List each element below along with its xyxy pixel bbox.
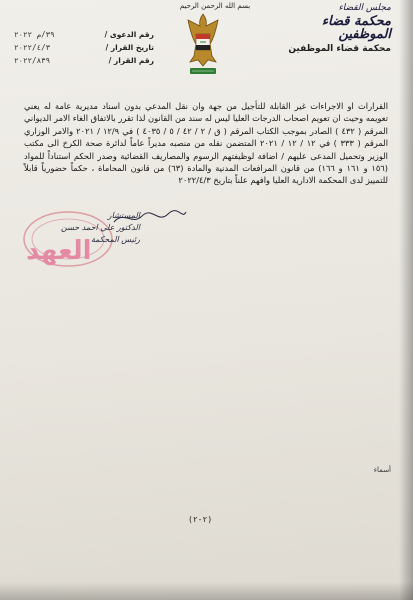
council-line1: مجلس القضاء xyxy=(338,3,391,13)
case-number-label: رقم الدعوى / xyxy=(104,30,154,39)
case-number-row xyxy=(14,30,154,42)
decision-number-row xyxy=(14,56,154,68)
decision-date-row xyxy=(14,43,154,55)
judgment-paragraph: القرارات او الاجراءات غير القابلة للتأجيل من جهة وان نقل المدعي بدون اسناد مديرية عامة له يعني تعويمه وحيث ان تعويم اصحاب الدرجات العليا ليس له سند من القانون لذا تقرر بالاتفاق الغاء الامر الديواني المرقم ( ٤٣٢ ) الصادر بموجب الكتاب المرقم ( ق / ٢ / ٤٢ / ٥ / ٤٠٣٥ ) في ١٢/٩ / ٢٠٢١ والامر الوزاري المرقم ( ٣٣٣ ) في ١٢ / ١٢ / ٢٠٢١ المتضمن نقله من منصبه مديراً عاماً لدائرة صحة الكرخ الى مكتب الوزير وتحميل المدعى عليهم / اضافة لوظيفتهم الرسوم والمصاريف القضائية وصدر الحكم استناداً للمواد (١٥٦ و ١٦١ و ١٦٦) من قانون المرافعات المدنية والمادة (٦٣) من قانون المحاماة ، حكماً حضورياً قابلاً للتمييز لدى المحكمة الادارية العليا وافهم علناً بتاريخ ٢٠٢٢/٤/٣ xyxy=(24,101,389,186)
case-number-value: ٣٩/م ٢٠٢٢ xyxy=(14,30,55,39)
decision-date-label: تاريخ القرار / xyxy=(105,43,154,52)
handwritten-signature xyxy=(110,208,190,228)
decision-number-value: ٢٠٢٢/٨٣٩ xyxy=(14,56,51,65)
watermark-logo: العهد xyxy=(26,236,92,266)
council-letterhead xyxy=(271,2,391,42)
signature-role: رئيس المحكمة xyxy=(90,235,140,244)
council-line2: محكمة قضاء الموظفين xyxy=(321,14,391,42)
judgment-body xyxy=(24,100,388,187)
basmala: بسم الله الرحمن الرحيم xyxy=(179,2,251,10)
page-shadow-right xyxy=(399,0,413,600)
clerk-note: أسماء xyxy=(373,466,391,474)
signature-name: الدكتور علي احمد حسن xyxy=(61,223,140,232)
court-name: محكمة قضاء الموظفين xyxy=(288,44,391,54)
decision-date-value: ٢٠٢٢/٤/٣ xyxy=(14,43,51,52)
page-number: (٢-٢) xyxy=(188,515,213,524)
iraq-eagle-emblem-icon xyxy=(176,10,230,84)
signature-title: المستشار xyxy=(107,211,140,220)
page-shadow-bottom xyxy=(0,582,413,600)
decision-number-label: رقم القرار / xyxy=(108,56,154,65)
